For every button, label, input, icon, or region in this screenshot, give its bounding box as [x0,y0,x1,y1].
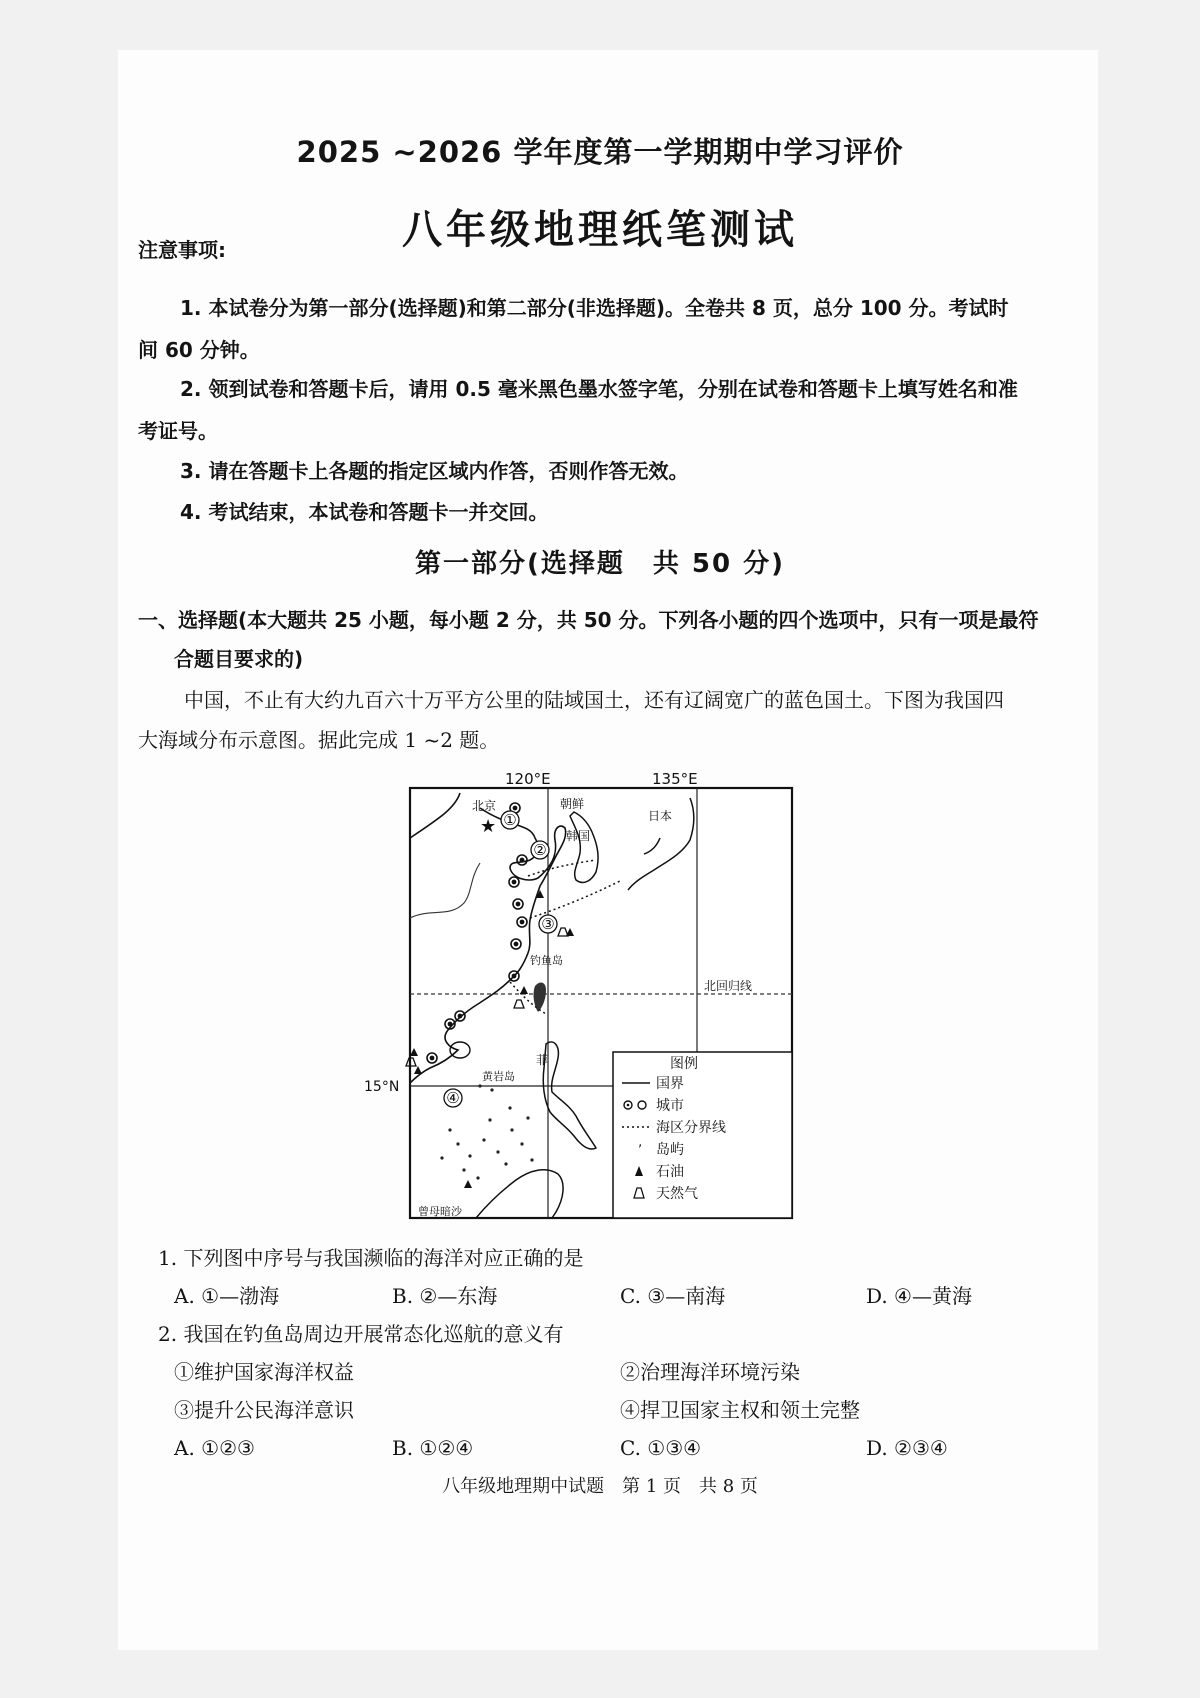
legend-title: 图例 [670,1056,698,1072]
marker-4: ④ [446,1089,460,1107]
q2-option-c[interactable]: C. ①③④ [620,1436,702,1460]
q2-statement-4: ④捍卫国家主权和领土完整 [620,1398,860,1422]
q2-statement-3: ③提升公民海洋意识 [174,1398,354,1422]
chaoxian-label: 朝鲜 [560,797,585,811]
notice-item-4: 4. 考试结束，本试卷和答题卡一并交回。 [180,500,549,524]
q2-statement-2: ②治理海洋环境污染 [620,1360,800,1384]
q1-option-b[interactable]: B. ②—东海 [392,1284,498,1308]
zengmuansha-label: 曾母暗沙 [418,1205,462,1218]
question-2-stem: 2. 我国在钓鱼岛周边开展常态化巡航的意义有 [158,1322,564,1346]
legend-island: 岛屿 [656,1142,684,1158]
legend-sea-boundary: 海区分界线 [656,1120,726,1136]
intro-line-1: 中国，不止有大约九百六十万平方公里的陆域国土，还有辽阔宽广的蓝色国土。下图为我国四 [184,688,1004,712]
marker-3: ③ [541,915,555,933]
legend-gas: 天然气 [656,1186,698,1202]
page-footer: 八年级地理期中试题 第 1 页 共 8 页 [442,1476,758,1497]
intro-line-2: 大海域分布示意图。据此完成 1 ~2 题。 [138,728,500,752]
q2-option-b[interactable]: B. ①②④ [392,1436,474,1460]
diaoyudao-label: 钓鱼岛 [530,954,563,967]
q2-statement-1: ①维护国家海洋权益 [174,1360,354,1384]
riben-label: 日本 [648,809,673,823]
marker-1: ① [503,811,517,829]
question-1-stem: 1. 下列图中序号与我国濒临的海洋对应正确的是 [158,1246,584,1270]
legend-island-symbol: ʼ [638,1143,643,1158]
q1-option-a[interactable]: A. ①—渤海 [174,1284,280,1308]
notice-item-3: 3. 请在答题卡上各题的指定区域内作答，否则作答无效。 [180,459,689,483]
legend-border: 国界 [656,1076,684,1092]
lon-label-135: 135°E [652,770,698,788]
map-legend [613,1052,792,1218]
beijing-star-icon: ★ [480,816,497,837]
legend-oil: 石油 [656,1164,684,1180]
tropic-label: 北回归线 [704,979,753,993]
part1-instruction-line-2: 合题目要求的) [174,647,304,671]
q2-option-d[interactable]: D. ②③④ [866,1436,948,1460]
q1-option-c[interactable]: C. ③—南海 [620,1284,726,1308]
exam-title: 2025 ~2026 学年度第一学期期中学习评价 [296,135,904,169]
hanguo-label: 韩国 [566,829,591,843]
part1-heading: 第一部分(选择题 共 50 分) [414,549,786,579]
fei-label: 菲 [536,1053,549,1067]
beijing-label: 北京 [472,799,497,813]
exam-subtitle: 八年级地理纸笔测试 [402,206,798,253]
notice-item-2-line-2: 考证号。 [138,419,218,443]
lon-label-120: 120°E [505,770,551,788]
marker-2: ② [533,841,547,859]
legend-city: 城市 [656,1098,684,1114]
lat-label-15n: 15°N [364,1079,400,1095]
huangyandao-label: 黄岩岛 [482,1070,515,1083]
sea-distribution-map [360,768,810,1228]
notice-item-1-line-1: 1. 本试卷分为第一部分(选择题)和第二部分(非选择题)。全卷共 8 页，总分 100 分。考试时 [180,296,1009,320]
notice-heading: 注意事项: [138,238,226,262]
q1-option-d[interactable]: D. ④—黄海 [866,1284,972,1308]
q2-option-a[interactable]: A. ①②③ [174,1436,255,1460]
notice-item-1-line-2: 间 60 分钟。 [138,338,260,362]
notice-item-2-line-1: 2. 领到试卷和答题卡后，请用 0.5 毫米黑色墨水签字笔，分别在试卷和答题卡上填写姓名和准 [180,377,1018,401]
part1-instruction-line-1: 一、选择题(本大题共 25 小题，每小题 2 分，共 50 分。下列各小题的四个选项中，只有一项是最符 [138,608,1039,632]
